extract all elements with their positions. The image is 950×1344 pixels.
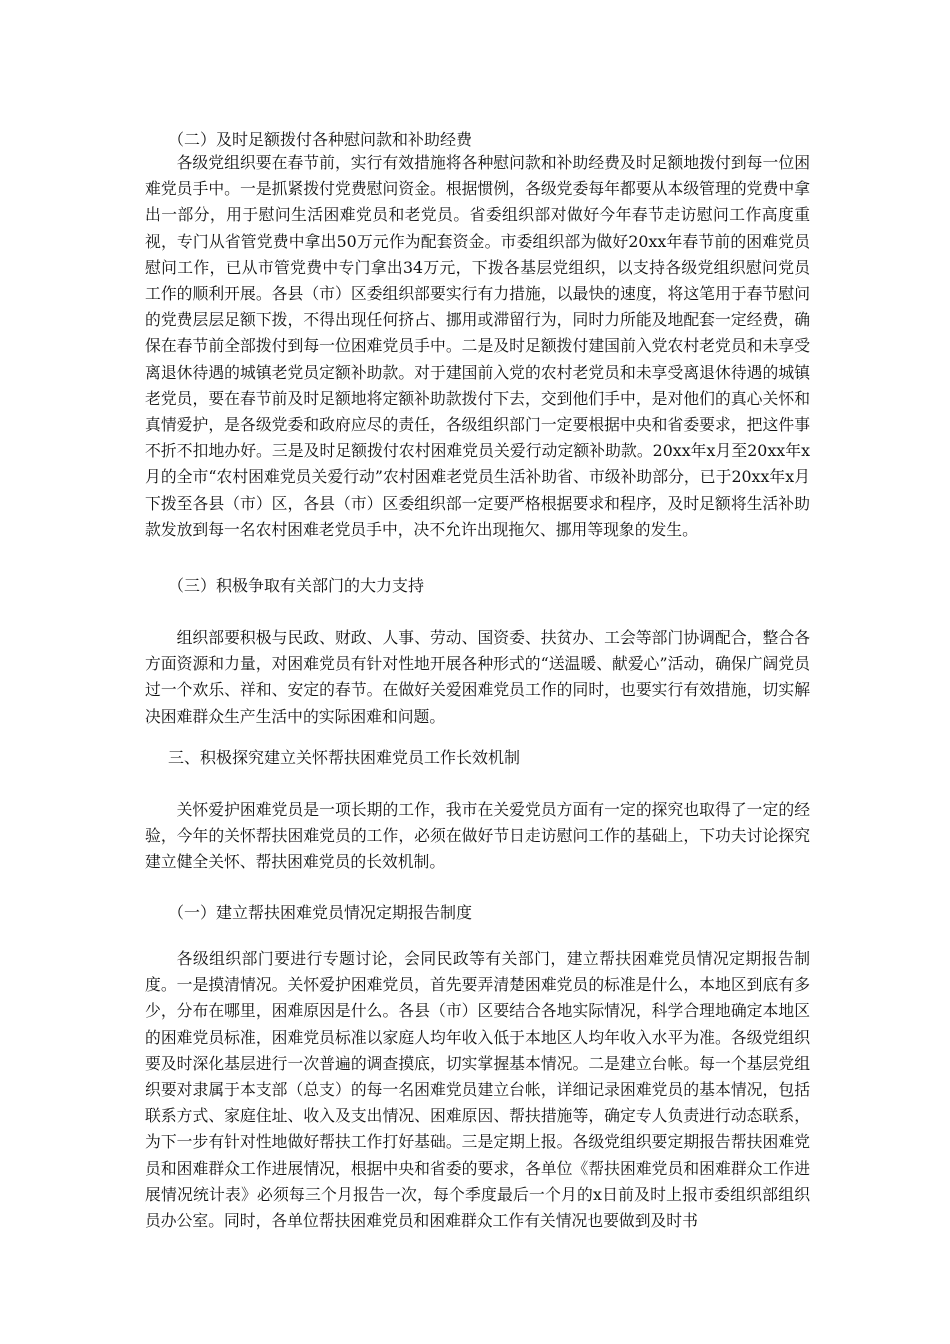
section-heading-2: （二）及时足额拨付各种慰问款和补助经费 — [168, 130, 473, 149]
section-heading-4: 三、积极探究建立关怀帮扶困难党员工作长效机制 — [168, 748, 521, 767]
paragraph-support: 组织部要积极与民政、财政、人事、劳动、国资委、扶贫办、工会等部门协调配合，整合各方面资源和力量，对困难党员有针对性地开展各种形式的“送温暖、献爱心”活动，确保广阔党员过一个欢乐、祥和、安定的春节。在做好关爱困难党员工作的同时，也要实行有效措施，切实解决困难群众生产生活中的实际困难和问题。 — [145, 628, 810, 726]
paragraph-funds: 各级党组织要在春节前，实行有效措施将各种慰问款和补助经费及时足额地拨付到每一位困难党员手中。一是抓紧拨付党费慰问资金。根据惯例，各级党委每年都要从本级管理的党费中拿出一部分，用于慰问生活困难党员和老党员。省委组织部对做好今年春节走访慰问工作高度重视，专门从省管党费中拿出50万元作为配套资金。市委组织部为做好20xx年春节前的困难党员慰问工作，已从市管党费中专门拿出34万元，下拨各基层党组织，以支持各级党组织慰问党员工作的顺利开展。各县（市）区委组织部要实行有力措施，以最快的速度，将这笔用于春节慰问的党费层层足额下拨，不得出现任何挤占、挪用或滞留行为，同时力所能及地配套一定经费，确保在春节前全部拨付到每一位困难党员手中。二是及时足额拨付建国前入党农村老党员和未享受离退休待遇的城镇老党员定额补助款。对于建国前入党的农村老党员和未享受离退休待遇的城镇老党员，要在春节前及时足额地将定额补助款拨付下去，交到他们手中，是对他们的真心关怀和真情爱护，是各级党委和政府应尽的责任，各级组织部门一定要根据中央和省委要求，把这件事不折不扣地办好。三是及时足额拨付农村困难党员关爱行动定额补助款。20xx年x月至20xx年x月的全市“农村困难党员关爱行动”农村困难老党员生活补助省、市级补助部分，已于20xx年x月下拨至各县（市）区，各县（市）区委组织部一定要严格根据要求和程序，及时足额将生活补助款发放到每一名农村困难老党员手中，决不允许出现拖欠、挪用等现象的发生。 — [145, 153, 810, 539]
paragraph-mechanism: 关怀爱护困难党员是一项长期的工作，我市在关爱党员方面有一定的探究也取得了一定的经验，今年的关怀帮扶困难党员的工作，必须在做好节日走访慰问工作的基础上，下功夫讨论探究建立健全关怀、帮扶困难党员的长效机制。 — [145, 800, 810, 872]
paragraph-reporting: 各级组织部门要进行专题讨论，会同民政等有关部门，建立帮扶困难党员情况定期报告制度。一是摸清情况。关怀爱护困难党员，首先要弄清楚困难党员的标准是什么，本地区到底有多少，分布在哪里，困难原因是什么。各县（市）区要结合各地实际情况，科学合理地确定本地区的困难党员标准，困难党员标准以家庭人均年收入低于本地区人均年收入水平为准。各级党组织要及时深化基层进行一次普遍的调查摸底，切实掌握基本情况。二是建立台帐。每一个基层党组织要对隶属于本支部（总支）的每一名困难党员建立台帐，详细记录困难党员的基本情况，包括联系方式、家庭住址、收入及支出情况、困难原因、帮扶措施等，确定专人负责进行动态联系，为下一步有针对性地做好帮扶工作打好基础。三是定期上报。各级党组织要定期报告帮扶困难党员和困难群众工作进展情况，根据中央和省委的要求，各单位《帮扶困难党员和困难群众工作进展情况统计表》必须每三个月报告一次，每个季度最后一个月的x日前及时上报市委组织部组织员办公室。同时，各单位帮扶困难党员和困难群众工作有关情况也要做到及时书 — [145, 949, 810, 1231]
section-heading-3: （三）积极争取有关部门的大力支持 — [168, 576, 425, 595]
section-heading-5: （一）建立帮扶困难党员情况定期报告制度 — [168, 903, 473, 922]
